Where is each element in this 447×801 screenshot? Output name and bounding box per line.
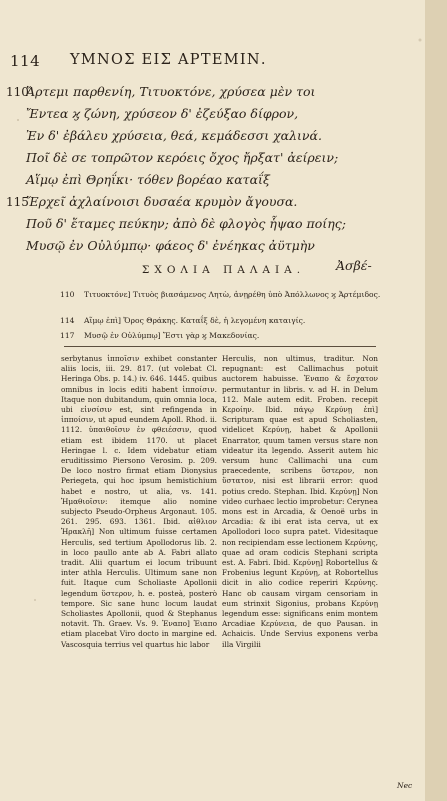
section-divider: [64, 346, 376, 347]
line-number: 115: [6, 195, 29, 209]
poem-line-text: Ποῦ δ' ἔταμες πεύκην; ἀπὸ δὲ φλογὸς ἧψαο ποίης;: [26, 216, 346, 231]
poem-line: [6, 172, 426, 194]
catchword: Nec: [397, 781, 413, 790]
lemma-text: Αἵμῳ ἐπὶ] Ὄρος Θράκης. Καταΐξ δὲ, ἡ λεγομένη καταιγίς.: [84, 316, 306, 325]
poem-line: [6, 216, 426, 238]
poem-line-text: Ἔρχεῖ ἀχλαίνοισι δυσαέα κρυμὸν ἄγουσα.: [26, 194, 298, 209]
scholia-heading: ΣΧΟΛΙΑ ΠΑΛΑΙΑ.: [141, 264, 306, 276]
lemma-note: [60, 290, 380, 299]
poem-line-text: Ἀσβέ-: [336, 258, 372, 273]
page-number: 114: [10, 52, 41, 70]
poem-line: [6, 194, 426, 216]
lemma-number: 110: [60, 290, 75, 299]
poem-line: [6, 84, 426, 106]
poem-line: [6, 150, 426, 172]
commentary-column-right: Herculis, non ultimus, traditur. Non repugnant: est Callimachus potuit auctorem habuisse. Ἐναπο & ἔσχατον permutantur in libris. v. ad H. in Delum 112. Male autem edit. Froben. recepit Κεροίην. Ibid. πάγῳ Κερύνῃ ἐπὶ] Scripturam quae est apud Scholiasten, videlicet Κερύνῃ, habet & Apollonii Enarrator, quum tamen versus stare non videatur ita legendo. Asserit autem hic versum hunc Callimachi una cum praecedente, scribens ὕστερον, non ὕστατον, nisi est librarii error: quod potius credo. Stephan. Ibid. Κερύνῃ] Non video curhaec lectio improbetur: Cerynea mons est in Arcadia, & Oenoë urbs in Arcadia: & ibi erat ista cerva, ut ex Apollodori loco supra patet. Videsitaque non recipiendam esse lectionem Κερύνης, quae ad oram codicis Stephani scripta est. A. Fabri. Ibid. Κερύνῃ] Robortellus & Frobenius legunt Κερύνῃ, at Robortellus dicit in alio codice reperiri Κερύνης. Hanc ob causam virgam censoriam in eum strinxit Sigonius, probans Κερύνῃ legendum esse: significans enim montem Arcadiae Κερύνεια, de quo Pausan. in Achaicis. Unde Servius exponens verba illa Virgilii: [222, 354, 378, 649]
poem-line-text: Αἵμῳ ἐπὶ Θρηΐκι· τόθεν βορέαο καταΐξ: [26, 172, 270, 187]
poem-line-text: Ἔντεα ϗ ζώνη, χρύσεον δ' ἐζεύξαο δίφρον,: [26, 106, 299, 121]
poem-line-text: Ἐν δ' ἐβάλευ χρύσεια, θεά, κεμάδεσσι χαλινά.: [26, 128, 322, 143]
running-header: [10, 52, 360, 72]
poem-line-text: Ποῖ δὲ σε τοπρῶτον κερόεις ὄχος ἤρξατ' ἀείρειν;: [26, 150, 339, 165]
lemma-note: [60, 331, 259, 340]
lemma-number: 117: [60, 331, 75, 340]
lemma-text: Μυσῷ ἐν Οὐλύμπῳ] Ἔστι γὰρ ϗ Μακεδονίας.: [84, 331, 260, 340]
poem-line: [6, 106, 426, 128]
poem-line-text: Μυσῷ ἐν Οὐλύμπῳ· φάεος δ' ἐνέηκας ἀϋτμὴν: [26, 238, 315, 253]
poem-line: [6, 238, 426, 260]
lemma-text: Τιτυοκτόνε] Τιτυὸς βιασάμενος Λητὼ, ἀνῃρέθη ὑπὸ Ἀπόλλωνος ϗ Ἀρτέμιδος.: [84, 290, 381, 299]
page-edge-shadow: [425, 0, 447, 801]
commentary-column-left: serbytanus ἱπποῖσιν exhibet constanter aliis locis, iii. 29. 817. (ut volebat Cl. Heringa Obs. p. 14.) iv. 646. 1445. quibus omnibus in locis editi habent ἱπποίσιν. Itaque non dubitandum, quin omnia loca, ubi εἰνσίσιν est, sint refingenda in ἱπποίσιν, ut apud eundem Apoll. Rhod. ii. 1112. ὑπαιθοῖσιν ἐν φθειέσσιν, quod etiam est ibidem 1170. ut placet Heringae l. c. Idem videbatur etiam eruditissimo Piersono Verosim. p. 209. De loco nostro firmat etiam Dionysius Periegeta, qui hoc ipsum hemistichium habet e nostro, ut alia, vs. 141. Ἠμαθιοῖσιν: itemque alio nomine subjecto Pseudo-Orpheus Argonaut. 105. 261. 295. 693. 1361. Ibid. αἰθλιον Ἡρακλῆ] Non ultimum fuisse certamen Herculis, sed tertium Apollodorus lib. 2. in loco paullo ante ab A. Fabri allato tradit. Alii quartum ei locum tribuunt inter athla Herculis. Ultimum sane non fuit. Itaque cum Scholiaste Apollonii legendum ὕστερον, h. e. posteà, posterò tempore. Sic sane hunc locum laudat Scholiastes Apollonii, quod & Stephanus notavit. Th. Graev. Vs. 9. Ἐναπο] Ἐιαπο etiam placebat Viro docto in margine ed. Vascosquia terrius vel quartus hic labor: [61, 354, 217, 649]
lemma-note: [60, 316, 305, 325]
lemma-number: 114: [60, 316, 75, 325]
line-number: 110: [6, 85, 29, 99]
running-title: ΥΜΝΟΣ ΕΙΣ ΑΡΤΕΜΙΝ.: [70, 52, 267, 68]
poem-line: [6, 128, 426, 150]
poem-line-text: Ἄρτεμι παρθενίη, Τιτυοκτόνε, χρύσεα μὲν τοι: [26, 84, 316, 99]
